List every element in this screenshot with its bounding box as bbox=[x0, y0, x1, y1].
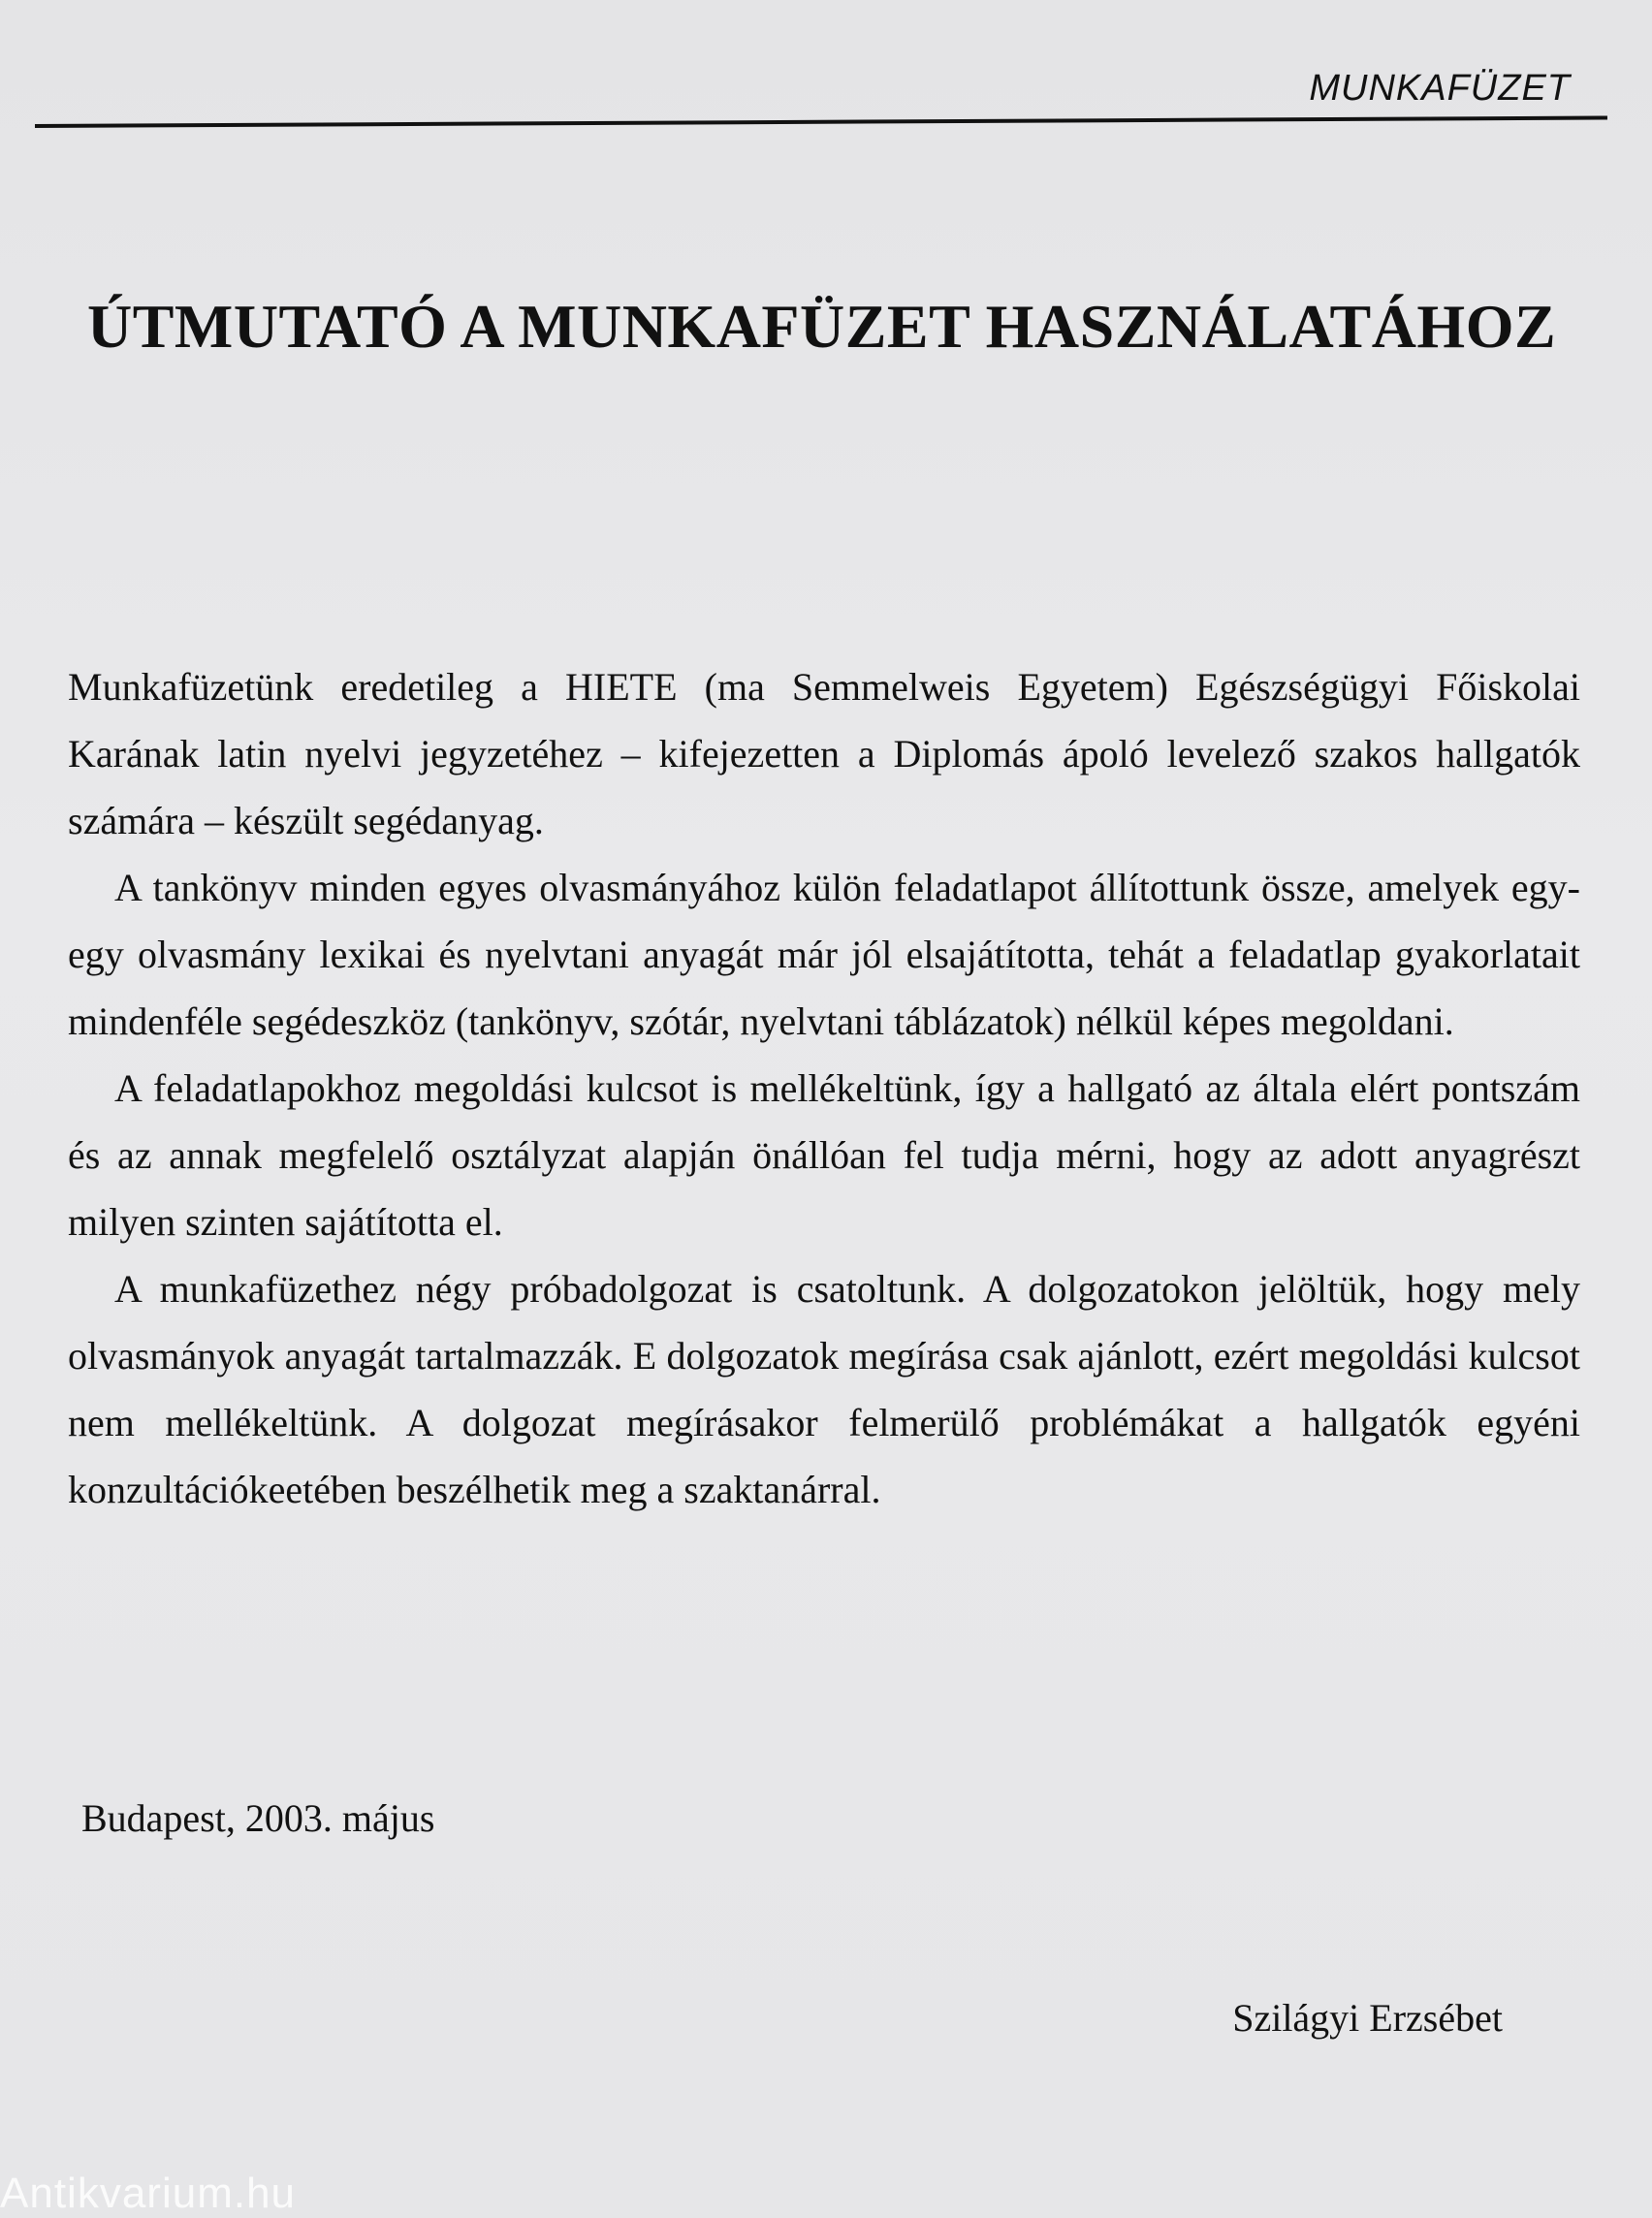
paragraph-4: A munkafüzethez négy próbadolgozat is csatoltunk. A dolgozatokon jelöltük, hogy mely olvasmányok anyagát tartalmazzák. E dolgozatok megírása csak ajánlott, ezért megoldási kulcsot nem mellékeltünk. A dolgozat megírásakor felmerülő problémákat a hallgatók egyéni konzultációkeetében beszélhetik meg a szaktanárral. bbox=[68, 1267, 1580, 1511]
date-line: Budapest, 2003. május bbox=[81, 1796, 435, 1840]
running-header: MUNKAFÜZET bbox=[1309, 68, 1571, 109]
page-title: ÚTMUTATÓ A MUNKAFÜZET HASZNÁLATÁHOZ bbox=[87, 292, 1557, 361]
author-signature: Szilágyi Erzsébet bbox=[1232, 1996, 1503, 2040]
paragraph-2: A tankönyv minden egyes olvasmányához külön feladatlapot állítottunk össze, amelyek egy-egy olvasmány lexikai és nyelvtani anyagát már jól elsajátította, tehát a feladatlap gyakorlatait mindenféle segédeszköz (tankönyv, szótár, nyelvtani táblázatok) nélkül képes megoldani. bbox=[68, 866, 1580, 1043]
watermark: Antikvarium.hu bbox=[0, 2170, 297, 2217]
body-text bbox=[68, 653, 1580, 1523]
paragraph-3: A feladatlapokhoz megoldási kulcsot is mellékeltünk, így a hallgató az általa elért pontszám és az annak megfelelő osztályzat alapján önállóan fel tudja mérni, hogy az adott anyagrészt milyen szinten sajátította el. bbox=[68, 1066, 1580, 1244]
paragraph-1: Munkafüzetünk eredetileg a HIETE (ma Semmelweis Egyetem) Egészségügyi Főiskolai Karának latin nyelvi jegyzetéhez – kifejezetten a Diplomás ápoló levelező szakos hallgatók számára – készült segédanyag. bbox=[68, 665, 1580, 842]
header-rule bbox=[35, 116, 1607, 128]
